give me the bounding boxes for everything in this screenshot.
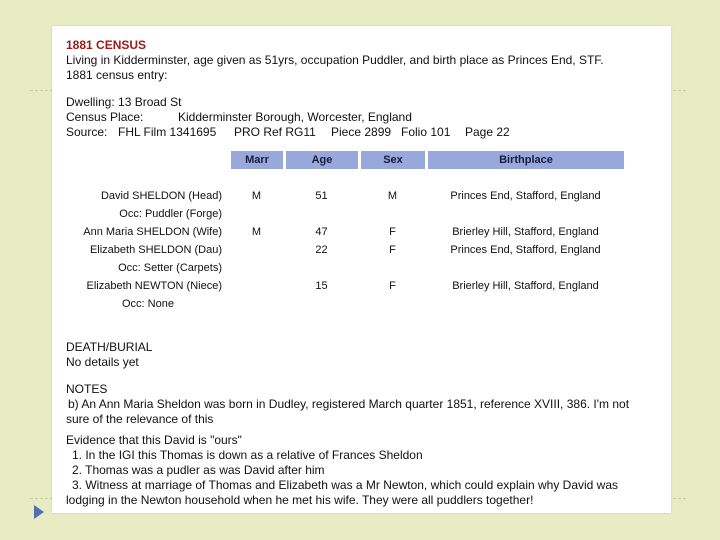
document-page: [52, 26, 671, 513]
notes-b-line-2: sure of the relevance of this: [66, 412, 214, 426]
cell-age: [285, 295, 358, 313]
cell-birthplace: [427, 259, 624, 277]
cell-marr: M: [251, 225, 262, 238]
census-line-2: 1881 census entry:: [66, 68, 168, 82]
table-row: [68, 205, 624, 223]
source-pro-ref: PRO Ref RG11: [234, 125, 316, 139]
cell-name: Occ: Puddler (Forge): [119, 207, 222, 220]
dwelling-label: Dwelling:: [66, 95, 115, 109]
cell-marr: [230, 241, 283, 259]
header-age: Age: [285, 151, 358, 169]
header-marr: Marr: [230, 151, 283, 169]
cell-birthplace: Princes End, Stafford, England: [450, 243, 601, 256]
census-heading: 1881 CENSUS: [66, 38, 147, 52]
cell-marr: [230, 277, 283, 295]
cell-marr: [230, 295, 283, 313]
dwelling-line: [66, 95, 661, 110]
source-folio: Folio 101: [401, 125, 451, 139]
cell-marr: [230, 205, 283, 223]
cell-birthplace: Brierley Hill, Stafford, England: [452, 225, 599, 238]
notes-item-1: 1. In the IGI this Thomas is down as a relative of Frances Sheldon: [72, 448, 423, 462]
notes-heading: NOTES: [66, 382, 108, 396]
census-place-line: [66, 110, 661, 125]
cell-marr: M: [251, 189, 262, 202]
cell-birthplace: [427, 205, 624, 223]
notes-item-3-line-1: 3. Witness at marriage of Thomas and Elizabeth was a Mr Newton, which could explain why David was: [72, 478, 619, 492]
cell-name: Elizabeth NEWTON (Niece): [86, 279, 222, 292]
header-birthplace: Birthplace: [427, 151, 624, 169]
census-table-header: [68, 151, 624, 169]
cell-sex: [360, 259, 425, 277]
cell-age: 22: [315, 243, 328, 256]
cell-sex: [360, 205, 425, 223]
table-row: [68, 241, 624, 259]
cell-sex: M: [387, 189, 398, 202]
source-label: Source:: [66, 125, 108, 139]
cell-age: 51: [315, 189, 328, 202]
cell-marr: [230, 259, 283, 277]
source-page: Page 22: [465, 125, 510, 139]
table-row: [68, 277, 624, 295]
cell-sex: F: [389, 225, 396, 238]
source-piece: Piece 2899: [331, 125, 392, 139]
cell-age: [285, 205, 358, 223]
cell-birthplace: [427, 295, 624, 313]
cell-sex: F: [389, 243, 396, 256]
cell-sex: [360, 295, 425, 313]
cell-name: Occ: Setter (Carpets): [118, 261, 222, 274]
table-row: [68, 187, 624, 205]
death-block: [66, 340, 661, 370]
census-line-1: Living in Kidderminster, age given as 51yrs, occupation Puddler, and birth place as Princes End, STF.: [66, 53, 604, 67]
source-line: [66, 125, 661, 140]
header-sex: Sex: [360, 151, 425, 169]
census-place-value: Kidderminster Borough, Worcester, England: [178, 110, 412, 124]
notes-block: [66, 382, 661, 508]
census-details-block: [66, 95, 661, 140]
notes-evidence: Evidence that this David is "ours": [66, 433, 242, 447]
source-film: FHL Film 1341695: [118, 125, 217, 139]
census-table: [66, 151, 626, 313]
death-heading: DEATH/BURIAL: [66, 340, 153, 354]
cell-age: 15: [315, 279, 328, 292]
notes-item-2: 2. Thomas was a pudler as was David after him: [72, 463, 325, 477]
dwelling-value: 13 Broad St: [118, 95, 182, 109]
census-place-label: Census Place:: [66, 110, 144, 124]
cell-birthplace: Princes End, Stafford, England: [450, 189, 601, 202]
cell-name: Ann Maria SHELDON (Wife): [83, 225, 222, 238]
notes-item-3-line-2: lodging in the Newton household when he met his wife. They were all puddlers together!: [66, 493, 534, 507]
cell-age: 47: [315, 225, 328, 238]
notes-b-line-1: b) An Ann Maria Sheldon was born in Dudley, registered March quarter 1851, reference XVIII, 386. I'm not: [68, 397, 630, 411]
cell-name: Occ: None: [122, 297, 174, 310]
table-row: [68, 223, 624, 241]
table-row: [68, 259, 624, 277]
cell-birthplace: Brierley Hill, Stafford, England: [452, 279, 599, 292]
cell-sex: F: [389, 279, 396, 292]
cell-name: David SHELDON (Head): [100, 189, 222, 202]
death-text: No details yet: [66, 355, 139, 369]
header-name: [68, 151, 228, 169]
next-slide-arrow-icon[interactable]: [34, 505, 44, 519]
census-header-block: [66, 38, 661, 83]
cell-name: Elizabeth SHELDON (Dau): [89, 243, 222, 256]
cell-age: [285, 259, 358, 277]
table-row: [68, 295, 624, 313]
